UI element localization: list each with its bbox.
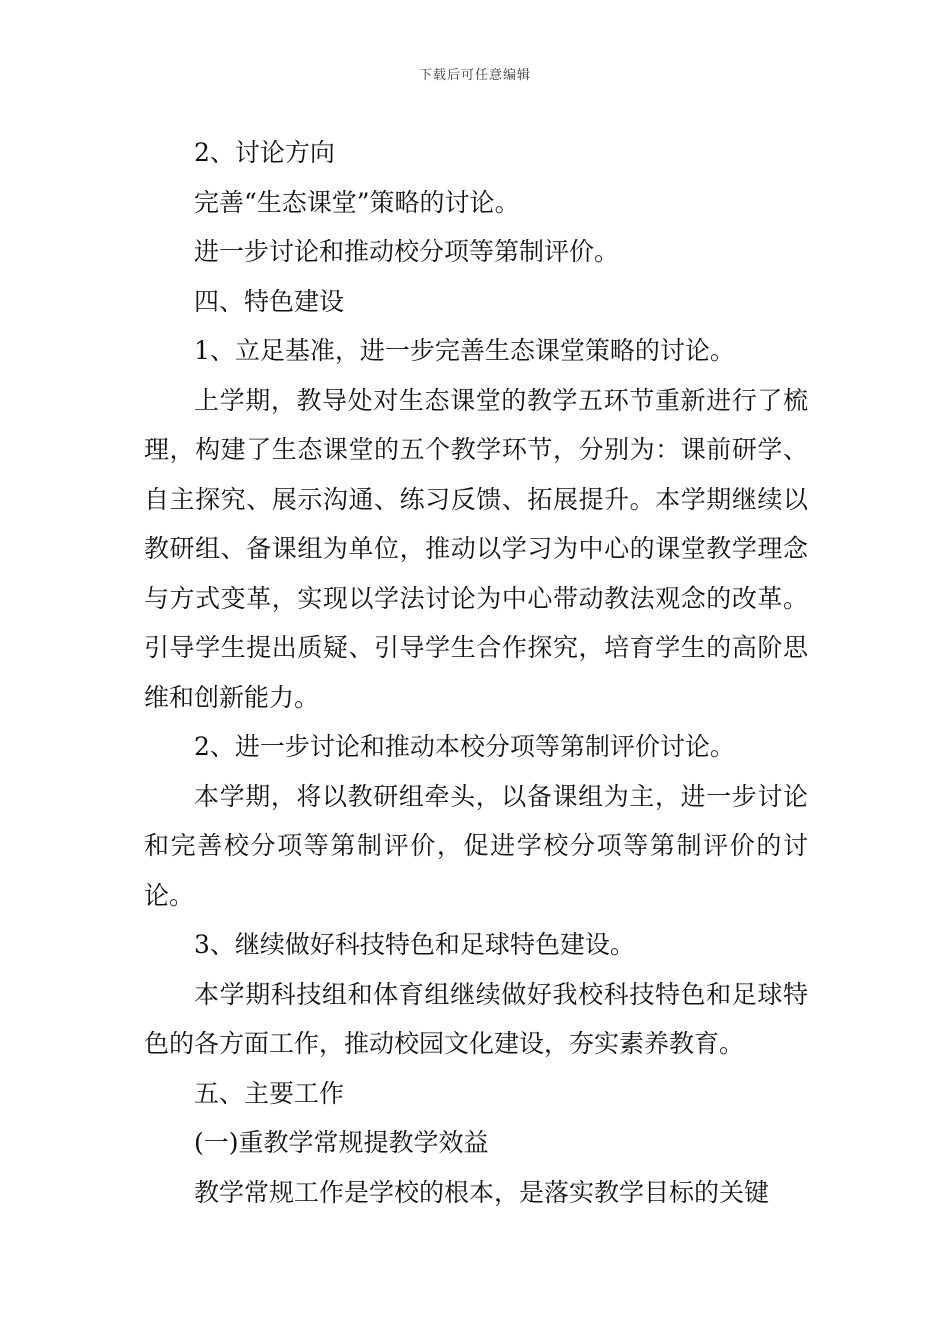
document-body: [144, 128, 808, 1217]
section-heading-features: 四、特色建设: [194, 286, 345, 316]
paragraph: 教学常规工作是学校的根本，是落实教学目标的关键: [194, 1177, 770, 1207]
subheading: (一)重教学常规提教学效益: [194, 1128, 489, 1157]
subheading: 3、继续做好科技特色和足球特色建设。: [194, 930, 635, 959]
paragraph: 完善“生态课堂”策略的讨论。: [194, 187, 520, 217]
subheading: 2、进一步讨论和推动本校分项等第制评价讨论。: [194, 732, 735, 761]
subheading: 1、立足基准，进一步完善生态课堂策略的讨论。: [194, 336, 735, 365]
paragraph: 上学期，教导处对生态课堂的教学五环节重新进行了梳理，构建了生态课堂的五个教学环节，分别为：课前研学、自主探究、展示沟通、练习反馈、拓展提升。本学期继续以教研组、备课组为单位，推动以学习为中心的课堂教学理念与方式变革，实现以学法讨论为中心带动教法观念的改革。引导学生提出质疑、引导学生合作探究，培育学生的高阶思维和创新能力。: [144, 385, 808, 712]
paragraph-discussion-direction-heading: 2、讨论方向: [194, 138, 335, 167]
paragraph: 进一步讨论和推动校分项等第制评价。: [194, 237, 620, 266]
section-heading-main-work: 五、主要工作: [194, 1078, 345, 1108]
paragraph: 本学期，将以教研组牵头，以备课组为主，进一步讨论和完善校分项等第制评价，促进学校分项等第制评价的讨论。: [144, 781, 808, 910]
paragraph: 本学期科技组和体育组继续做好我校科技特色和足球特色的各方面工作，推动校园文化建设，夯实素养教育。: [144, 979, 808, 1058]
page-header: 下载后可任意编辑: [418, 68, 531, 83]
